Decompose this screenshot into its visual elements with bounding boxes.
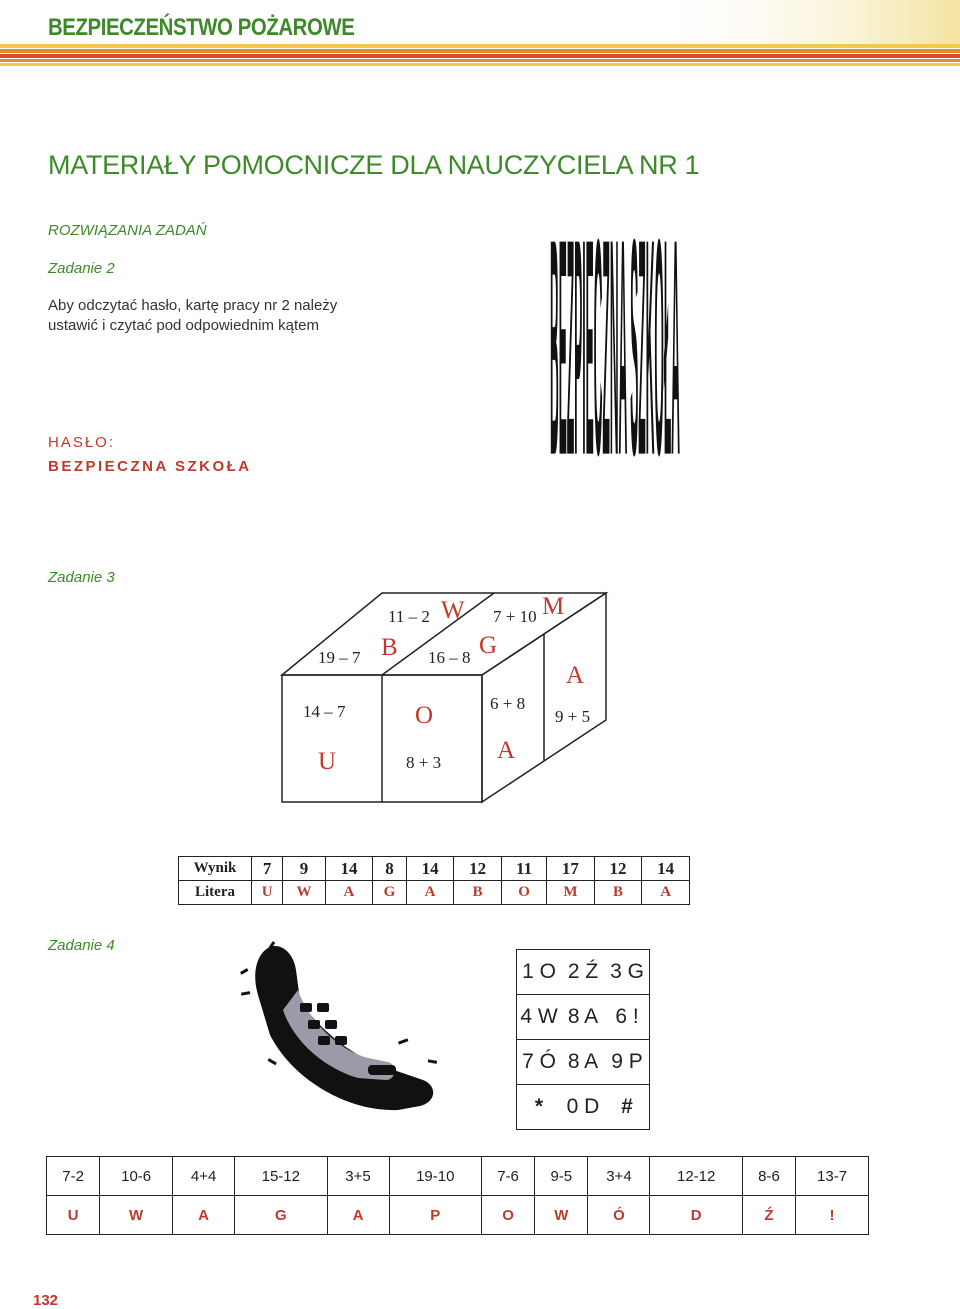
keypad-row xyxy=(517,950,650,995)
stretched-password-image xyxy=(540,232,700,540)
phone-keypad xyxy=(516,949,650,1130)
answer-letter-cell: O xyxy=(481,1196,534,1235)
keypad-key: 2 Ź xyxy=(561,950,605,995)
cube-front-top-right-expr: 16 – 8 xyxy=(428,648,471,667)
answer-letter-cell: G xyxy=(235,1196,327,1235)
letter-cell: M xyxy=(547,881,595,905)
answer-letter-cell: W xyxy=(535,1196,588,1235)
cube-side-left-letter: A xyxy=(497,737,516,764)
expression-cell: 4+4 xyxy=(173,1157,235,1196)
result-cell: 11 xyxy=(501,857,546,881)
task3-result-table xyxy=(178,856,690,905)
letter-cell: G xyxy=(373,881,407,905)
expression-cell: 7-6 xyxy=(481,1157,534,1196)
keypad-key: 8 A xyxy=(561,995,605,1040)
cube-top-right-letter: M xyxy=(542,593,565,620)
task4-answer-table xyxy=(46,1156,869,1235)
page-title: MATERIAŁY POMOCNICZE DLA NAUCZYCIELA NR 1 xyxy=(48,150,700,180)
answer-letter-row xyxy=(47,1196,869,1235)
cube-front-top-left-expr: 19 – 7 xyxy=(318,648,361,667)
expression-cell: 15-12 xyxy=(235,1157,327,1196)
answer-letter-cell: W xyxy=(100,1196,173,1235)
result-row-label: Wynik xyxy=(179,857,252,881)
cube-top-right-expr: 7 + 10 xyxy=(493,607,537,626)
letter-cell: O xyxy=(501,881,546,905)
letter-row xyxy=(179,881,690,905)
cellphone-illustration xyxy=(238,940,453,1115)
expression-row xyxy=(47,1157,869,1196)
keypad-key: * xyxy=(517,1085,562,1130)
keypad-row xyxy=(517,1085,650,1130)
result-cell: 7 xyxy=(252,857,283,881)
keypad-key: # xyxy=(605,1085,650,1130)
answer-letter-cell: Ź xyxy=(742,1196,795,1235)
result-cell: 12 xyxy=(454,857,502,881)
cube-side-left-expr: 6 + 8 xyxy=(490,694,526,713)
keypad-key: 8 A xyxy=(561,1040,605,1085)
page-number: 132 xyxy=(33,1292,59,1309)
header-stripes xyxy=(0,44,960,68)
expression-cell: 9-5 xyxy=(535,1157,588,1196)
task3-label: Zadanie 3 xyxy=(48,569,115,586)
cube-front-left-expr: 14 – 7 xyxy=(303,702,346,721)
result-cell: 8 xyxy=(373,857,407,881)
letter-cell: U xyxy=(252,881,283,905)
keypad-row xyxy=(517,995,650,1040)
expression-cell: 3+5 xyxy=(327,1157,389,1196)
result-cell: 9 xyxy=(283,857,325,881)
header-title: BEZPIECZEŃSTWO POŻAROWE xyxy=(48,14,355,41)
task2-label: Zadanie 2 xyxy=(48,260,115,277)
letter-cell: A xyxy=(642,881,690,905)
cube-top-left-expr: 11 – 2 xyxy=(388,607,430,626)
result-cell: 14 xyxy=(325,857,373,881)
keypad-key: 6 ! xyxy=(605,995,650,1040)
keypad-row xyxy=(517,1040,650,1085)
header-gradient xyxy=(640,0,960,44)
cube-front-right-expr: 8 + 3 xyxy=(406,753,442,772)
answer-letter-cell: P xyxy=(389,1196,481,1235)
letter-cell: B xyxy=(594,881,642,905)
keypad-key: 1 O xyxy=(517,950,562,995)
expression-cell: 3+4 xyxy=(588,1157,650,1196)
keypad-key: 3 G xyxy=(605,950,650,995)
section-heading: ROZWIĄZANIA ZADAŃ xyxy=(48,222,207,239)
answer-letter-cell: Ó xyxy=(588,1196,650,1235)
answer-letter-cell: ! xyxy=(796,1196,869,1235)
task2-text-line2: ustawić i czytać pod odpowiednim kątem xyxy=(48,317,319,334)
expression-cell: 19-10 xyxy=(389,1157,481,1196)
expression-cell: 12-12 xyxy=(650,1157,742,1196)
expression-cell: 10-6 xyxy=(100,1157,173,1196)
letter-row-label: Litera xyxy=(179,881,252,905)
result-cell: 17 xyxy=(547,857,595,881)
task2-text-line1: Aby odczytać hasło, kartę pracy nr 2 należy xyxy=(48,297,338,314)
result-cell: 14 xyxy=(406,857,454,881)
letter-cell: A xyxy=(406,881,454,905)
result-cell: 12 xyxy=(594,857,642,881)
answer-letter-cell: A xyxy=(327,1196,389,1235)
password-label: HASŁO: xyxy=(48,434,116,451)
answer-letter-cell: A xyxy=(173,1196,235,1235)
cube-front-top-right-letter: G xyxy=(479,632,498,659)
expression-cell: 8-6 xyxy=(742,1157,795,1196)
cube-front-top-left-letter: B xyxy=(381,634,398,661)
task4-label: Zadanie 4 xyxy=(48,937,115,954)
expression-cell: 7-2 xyxy=(47,1157,100,1196)
letter-cell: A xyxy=(325,881,373,905)
cube-front-left-letter: U xyxy=(318,748,337,775)
keypad-key: 4 W xyxy=(517,995,562,1040)
stretched-text: BEZPIECZNA SZKOŁA xyxy=(550,232,680,520)
cube-top-left-letter: W xyxy=(441,597,465,624)
cube-side-right-letter: A xyxy=(566,662,585,689)
keypad-key: 0 D xyxy=(561,1085,605,1130)
number-cube xyxy=(270,585,620,807)
answer-letter-cell: D xyxy=(650,1196,742,1235)
answer-letter-cell: U xyxy=(47,1196,100,1235)
result-row xyxy=(179,857,690,881)
letter-cell: W xyxy=(283,881,325,905)
keypad-key: 9 P xyxy=(605,1040,650,1085)
cube-side-right-expr: 9 + 5 xyxy=(555,707,591,726)
expression-cell: 13-7 xyxy=(796,1157,869,1196)
password-value: BEZPIECZNA SZKOŁA xyxy=(48,458,252,475)
cube-front-right-letter: O xyxy=(415,702,434,729)
keypad-key: 7 Ó xyxy=(517,1040,562,1085)
letter-cell: B xyxy=(454,881,502,905)
result-cell: 14 xyxy=(642,857,690,881)
